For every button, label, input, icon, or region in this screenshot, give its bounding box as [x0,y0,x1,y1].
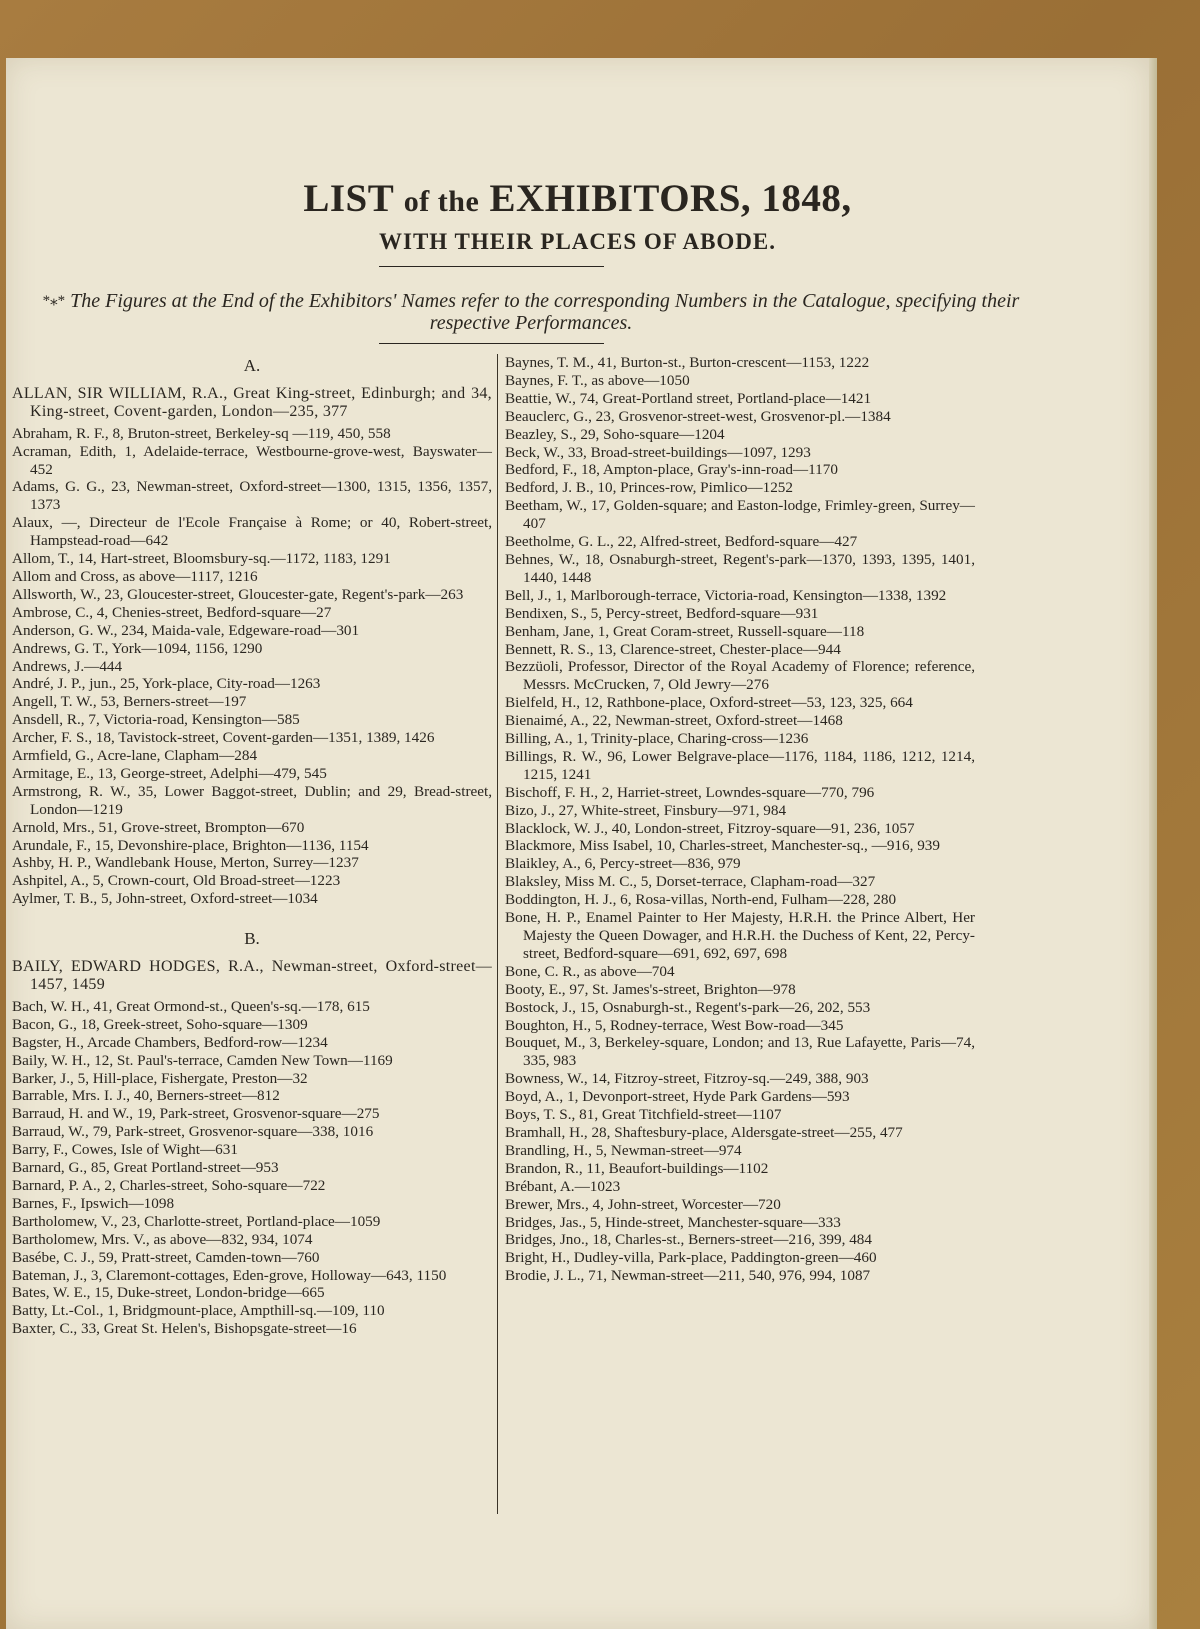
page-subtitle: WITH THEIR PLACES OF ABODE. [379,229,776,254]
section-heading-a: A. [243,356,261,375]
exhibitor-entry: Aylmer, T. B., 5, John-street, Oxford-street—1034 [12,890,318,908]
title-word-rest: EXHIBITORS, 1848, [489,177,852,220]
exhibitor-entry: Bedford, F., 18, Ampton-place, Gray's-inn-road—1170 [505,461,838,479]
exhibitor-list-b [12,998,492,1338]
title-word-of: of the [403,185,480,218]
exhibitor-entry: Bell, J., 1, Marlborough-terrace, Victoria-road, Kensington—1338, 1392 [505,586,947,604]
exhibitor-list-a [12,425,492,908]
exhibitor-entry: Billings, R. W., 96, Lower Belgrave-place—1176, 1184, 1186, 1212, 1214, 1215, 1241 [505,747,975,783]
asterism-mark: *⁎* [42,293,66,309]
exhibitor-entry: Bielfeld, H., 12, Rathbone-place, Oxford-street—53, 123, 325, 664 [505,694,913,712]
exhibitor-entry: Barraud, H. and W., 19, Park-street, Grosvenor-square—275 [12,1105,380,1123]
exhibitor-entry: Bramhall, H., 28, Shaftesbury-place, Aldersgate-street—255, 477 [505,1123,903,1141]
exhibitor-entry: Anderson, G. W., 234, Maida-vale, Edgeware-road—301 [12,621,360,639]
exhibitor-entry: Blacklock, W. J., 40, London-street, Fitzroy-square—91, 236, 1057 [505,819,915,837]
exhibitor-entry: Boughton, H., 5, Rodney-terrace, West Bow-road—345 [505,1016,844,1034]
exhibitor-entry: Bone, H. P., Enamel Painter to Her Majesty, H.R.H. the Prince Albert, Her Majesty the Queen Dowager, and H.R.H. the Duchess of Kent, 22, Percy-street, Bedford-square—691, 692, 697, 698 [505,909,975,962]
exhibitor-entry: Arnold, Mrs., 51, Grove-street, Brompton—670 [12,818,305,836]
exhibitor-entry: Adams, G. G., 23, Newman-street, Oxford-street—1300, 1315, 1356, 1357, 1373 [12,478,492,514]
exhibitor-entry: Allom, T., 14, Hart-street, Bloomsbury-sq.—1172, 1183, 1291 [12,550,391,568]
exhibitor-entry: Bendixen, S., 5, Percy-street, Bedford-square—931 [505,604,819,622]
exhibitor-entry: Ashpitel, A., 5, Crown-court, Old Broad-street—1223 [12,872,341,890]
exhibitor-entry: Barnard, P. A., 2, Charles-street, Soho-square—722 [12,1176,326,1194]
exhibitor-entry: Abraham, R. F., 8, Bruton-street, Berkeley-sq —119, 450, 558 [12,424,391,442]
lead-entry-b: BAILY, EDWARD HODGES, R.A., Newman-street, Oxford-street—1457, 1459 [12,958,492,993]
exhibitor-entry: Brewer, Mrs., 4, John-street, Worcester—720 [505,1195,781,1213]
exhibitor-entry: Baynes, T. M., 41, Burton-st., Burton-crescent—1153, 1222 [505,354,870,371]
note-rule [379,343,604,344]
exhibitor-entry: Benham, Jane, 1, Great Coram-street, Russell-square—118 [505,622,865,640]
exhibitor-entry: Blaksley, Miss M. C., 5, Dorset-terrace, Clapham-road—327 [505,873,876,891]
section-heading-b: B. [244,929,260,949]
exhibitor-entry: Behnes, W., 18, Osnaburgh-street, Regent's-park—1370, 1393, 1395, 1401, 1440, 1448 [505,550,975,586]
exhibitor-entry: Allom and Cross, as above—1117, 1216 [12,567,258,585]
exhibitor-entry: Bone, C. R., as above—704 [505,962,675,980]
column-divider [497,354,498,1514]
exhibitor-list-b-continued [505,354,975,1285]
exhibitor-entry: Barker, J., 5, Hill-place, Fishergate, Preston—32 [12,1069,308,1087]
exhibitor-entry: Bartholomew, V., 23, Charlotte-street, Portland-place—1059 [12,1212,381,1230]
exhibitor-entry: Baynes, F. T., as above—1050 [505,371,690,389]
exhibitor-entry: Brodie, J. L., 71, Newman-street—211, 540, 976, 994, 1087 [505,1267,871,1285]
exhibitor-entry: Boys, T. S., 81, Great Titchfield-street—1107 [505,1106,782,1124]
lead-entry-a: ALLAN, SIR WILLIAM, R.A., Great King-street, Edinburgh; and 34, King-street, Covent-garden, London—235, 377 [12,384,492,420]
exhibitor-entry: Bennett, R. S., 13, Clarence-street, Chester-place—944 [505,640,841,658]
exhibitor-entry: Barrable, Mrs. I. J., 40, Berners-street—812 [12,1087,280,1105]
exhibitor-entry: Bezzüoli, Professor, Director of the Royal Academy of Florence; reference, Messrs. McCrucken, 7, Old Jewry—276 [505,658,975,694]
exhibitor-entry: Baxter, C., 33, Great St. Helen's, Bishopsgate-street—16 [12,1320,357,1338]
page-title [6,176,1149,221]
exhibitor-entry: Armfield, G., Acre-lane, Clapham—284 [12,747,258,765]
exhibitor-entry: Beetholme, G. L., 22, Alfred-street, Bedford-square—427 [505,533,858,551]
exhibitor-entry: Beauclerc, G., 23, Grosvenor-street-west, Grosvenor-pl.—1384 [505,407,891,425]
title-word-list: LIST [303,177,394,220]
exhibitor-entry: Billing, A., 1, Trinity-place, Charing-cross—1236 [505,730,809,748]
exhibitor-entry: Andrews, J.—444 [12,657,123,675]
exhibitor-entry: Bedford, J. B., 10, Princes-row, Pimlico—1252 [505,479,793,497]
exhibitor-entry: Bischoff, F. H., 2, Harriet-street, Lowndes-square—770, 796 [505,783,875,801]
exhibitor-entry: Ansdell, R., 7, Victoria-road, Kensington—585 [12,711,300,729]
exhibitor-entry: Bacon, G., 18, Greek-street, Soho-square—1309 [12,1015,308,1033]
book-page [6,58,1149,1629]
exhibitor-entry: Barraud, W., 79, Park-street, Grosvenor-square—338, 1016 [12,1123,374,1141]
exhibitor-entry: Bowness, W., 14, Fitzroy-street, Fitzroy-sq.—249, 388, 903 [505,1070,869,1088]
exhibitor-entry: Beattie, W., 74, Great-Portland street, Portland-place—1421 [505,389,872,407]
exhibitor-entry: Boyd, A., 1, Devonport-street, Hyde Park Gardens—593 [505,1088,850,1106]
exhibitor-entry: Blackmore, Miss Isabel, 10, Charles-street, Manchester-sq., —916, 939 [505,837,940,855]
exhibitor-entry: Arundale, F., 15, Devonshire-place, Brighton—1136, 1154 [12,836,369,854]
exhibitor-entry: Beetham, W., 17, Golden-square; and Easton-lodge, Frimley-green, Surrey—407 [505,497,975,533]
exhibitor-entry: Bach, W. H., 41, Great Ormond-st., Queen's-sq.—178, 615 [12,997,370,1015]
exhibitor-entry: Brandling, H., 5, Newman-street—974 [505,1141,742,1159]
exhibitor-entry: Ambrose, C., 4, Chenies-street, Bedford-square—27 [12,603,332,621]
exhibitor-entry: Baily, W. H., 12, St. Paul's-terrace, Camden New Town—1169 [12,1051,393,1069]
title-rule [379,266,604,267]
exhibitor-entry: Armitage, E., 13, George-street, Adelphi—479, 545 [12,764,327,782]
exhibitor-entry: Ashby, H. P., Wandlebank House, Merton, Surrey—1237 [12,854,359,872]
note-text: The Figures at the End of the Exhibitors' Names refer to the corresponding Numbers in the Catalogue, specifying their respective Performances. [70,290,1020,334]
exhibitor-entry: Bartholomew, Mrs. V., as above—832, 934, 1074 [12,1230,313,1248]
exhibitor-entry: Bostock, J., 15, Osnaburgh-st., Regent's-park—26, 202, 553 [505,998,871,1016]
exhibitor-entry: Barnes, F., Ipswich—1098 [12,1194,175,1212]
exhibitor-entry: André, J. P., jun., 25, York-place, City-road—1263 [12,675,321,693]
exhibitor-entry: Angell, T. W., 53, Berners-street—197 [12,693,247,711]
explanatory-note [36,290,1026,334]
exhibitor-entry: Barnard, G., 85, Great Portland-street—953 [12,1159,279,1177]
exhibitor-entry: Andrews, G. T., York—1094, 1156, 1290 [12,639,263,657]
exhibitor-entry: Blaikley, A., 6, Percy-street—836, 979 [505,855,741,873]
exhibitor-entry: Bates, W. E., 15, Duke-street, London-bridge—665 [12,1284,325,1302]
exhibitor-entry: Bienaimé, A., 22, Newman-street, Oxford-street—1468 [505,712,843,730]
exhibitor-entry: Armstrong, R. W., 35, Lower Baggot-street, Dublin; and 29, Bread-street, London—1219 [12,782,492,818]
exhibitor-entry: Archer, F. S., 18, Tavistock-street, Covent-garden—1351, 1389, 1426 [12,729,435,747]
exhibitor-entry: Batty, Lt.-Col., 1, Bridgmount-place, Ampthill-sq.—109, 110 [12,1302,385,1320]
exhibitor-entry: Bridges, Jno., 18, Charles-st., Berners-street—216, 399, 484 [505,1231,872,1249]
exhibitor-entry: Beazley, S., 29, Soho-square—1204 [505,425,725,443]
left-column [12,354,492,1338]
exhibitor-entry: Alaux, —, Directeur de l'Ecole Française à Rome; or 40, Robert-street, Hampstead-road—642 [12,514,492,550]
exhibitor-entry: Basébe, C. J., 59, Pratt-street, Camden-town—760 [12,1248,320,1266]
exhibitor-entry: Bright, H., Dudley-villa, Park-place, Paddington-green—460 [505,1249,877,1267]
exhibitor-entry: Bizo, J., 27, White-street, Finsbury—971, 984 [505,801,787,819]
right-column [505,354,975,1285]
exhibitor-entry: Acraman, Edith, 1, Adelaide-terrace, Westbourne-grove-west, Bayswater—452 [12,442,492,478]
exhibitor-entry: Bateman, J., 3, Claremont-cottages, Eden-grove, Holloway—643, 1150 [12,1266,447,1284]
exhibitor-entry: Bagster, H., Arcade Chambers, Bedford-row—1234 [12,1033,328,1051]
exhibitor-entry: Allsworth, W., 23, Gloucester-street, Gloucester-gate, Regent's-park—263 [12,585,464,603]
exhibitor-entry: Brandon, R., 11, Beaufort-buildings—1102 [505,1159,769,1177]
exhibitor-entry: Bouquet, M., 3, Berkeley-square, London; and 13, Rue Lafayette, Paris—74, 335, 983 [505,1034,975,1070]
exhibitor-entry: Booty, E., 97, St. James's-street, Brighton—978 [505,980,796,998]
exhibitor-entry: Barry, F., Cowes, Isle of Wight—631 [12,1141,238,1159]
page-edge [1149,58,1157,1629]
exhibitor-entry: Bridges, Jas., 5, Hinde-street, Manchester-square—333 [505,1213,841,1231]
exhibitor-entry: Boddington, H. J., 6, Rosa-villas, North-end, Fulham—228, 280 [505,891,897,909]
exhibitor-entry: Beck, W., 33, Broad-street-buildings—1097, 1293 [505,443,811,461]
exhibitor-entry: Brébant, A.—1023 [505,1177,621,1195]
